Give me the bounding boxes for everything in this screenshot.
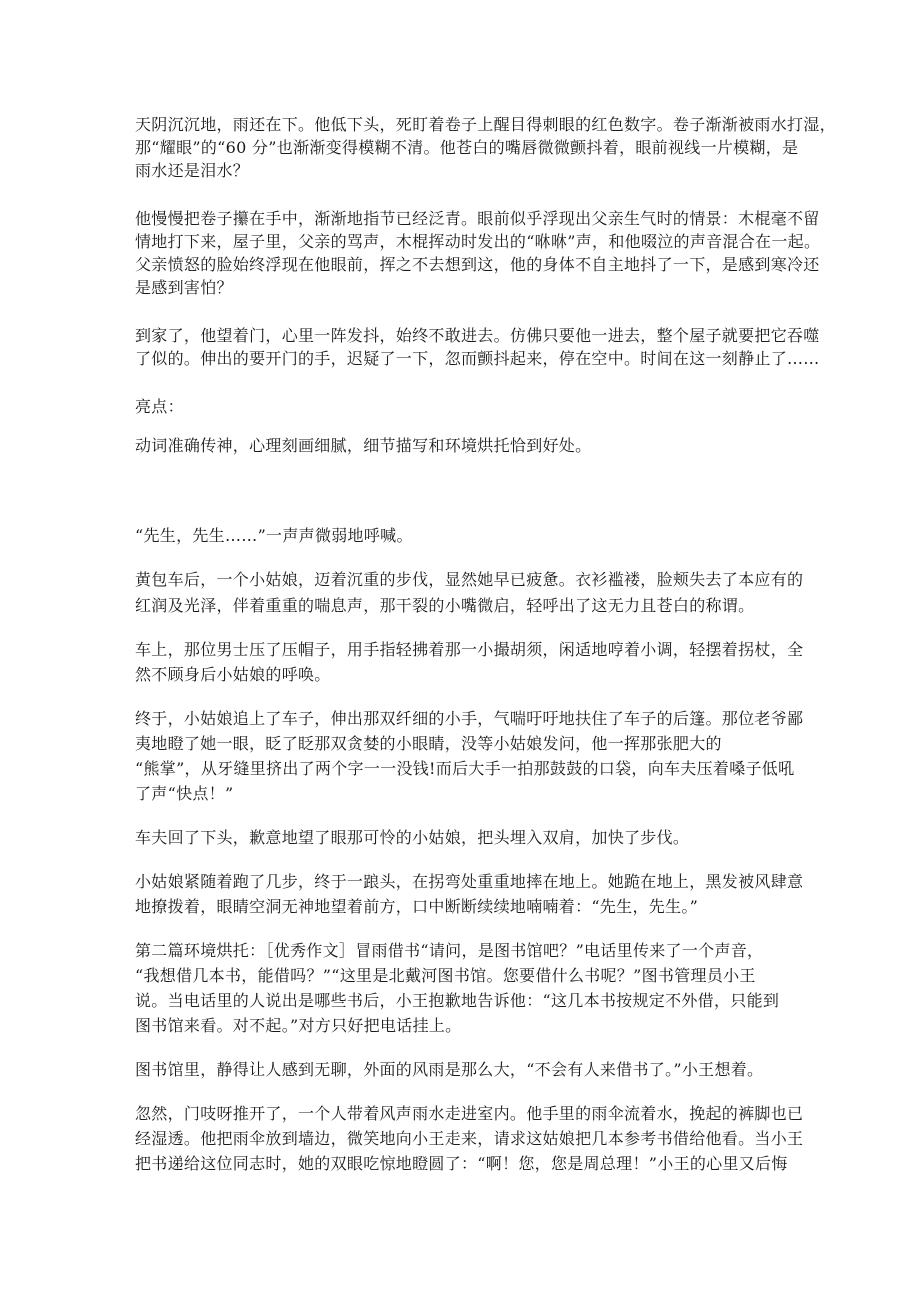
text-line: 父亲愤怒的脸始终浮现在他眼前，挥之不去想到这，他的身体不自主地抖了一下，是感到寒冷还: [135, 255, 820, 274]
text-line: 车上，那位男士压了压帽子，用手指轻拂着那一小撮胡须，闲适地哼着小调，轻摆着拐杖，全: [135, 640, 804, 659]
text-line: 他慢慢把卷子攥在手中，渐渐地指节已经泛青。眼前似乎浮现出父亲生气时的情景：木棍毫不留: [135, 209, 820, 228]
text-line: 了声“快点！”: [135, 784, 234, 803]
text-line: 黄包车后，一个小姑娘，迈着沉重的步伐，显然她早已疲惫。衣衫褴褛，脸颊失去了本应有的: [135, 570, 804, 589]
text-line: 情地打下来，屋子里，父亲的骂声，木棍挥动时发出的“咻咻”声，和他啜泣的声音混合在一起。: [135, 232, 821, 251]
text-line: 把书递给这位同志时，她的双眼吃惊地瞪圆了：“啊！您，您是周总理！”小王的心里又后悔: [135, 1154, 788, 1173]
text-line: 地撩拨着，眼睛空洞无神地望着前方，口中断断续续地喃喃着：“先生，先生。”: [135, 897, 699, 916]
text-line: 雨水还是泪水？: [135, 161, 250, 180]
text-line: 是感到害怕？: [135, 278, 233, 297]
text-line: 忽然，门吱呀推开了，一个人带着风声雨水走进室内。他手里的雨伞流着水，挽起的裤脚也已: [135, 1104, 804, 1123]
text-line: 车夫回了下头，歉意地望了眼那可怜的小姑娘，把头埋入双肩，加快了步伐。: [135, 828, 690, 847]
text-line: 图书馆来看。对不起。”对方只好把电话挂上。: [135, 1016, 462, 1035]
highlight-heading: 亮点：: [135, 397, 184, 416]
text-line: 图书馆里，静得让人感到无聊，外面的风雨是那么大，“不会有人来借书了。”小王想着。: [135, 1060, 764, 1079]
text-line: 那“耀眼”的“60 分”也渐渐变得模糊不清。他苍白的嘴唇微微颤抖着，眼前视线一片模糊，是: [135, 138, 799, 157]
text-line: 说。当电话里的人说出是哪些书后，小王抱歉地告诉他：“这几本书按规定不外借，只能到: [135, 991, 780, 1010]
text-line: 终于，小姑娘追上了车子，伸出那双纤细的小手，气喘吁吁地扶住了车子的后篷。那位老爷鄙: [135, 709, 804, 728]
text-line: 了似的。伸出的要开门的手，迟疑了一下，忽而颤抖起来，停在空中。时间在这一刻静止了……: [135, 349, 820, 368]
text-line: 到家了，他望着门，心里一阵发抖，始终不敢进去。仿佛只要他一进去，整个屋子就要把它吞噬: [135, 326, 820, 345]
text-line: 红润及光泽，伴着重重的喘息声，那干裂的小嘴微启，轻呼出了这无力且苍白的称谓。: [135, 596, 755, 615]
text-line: 夷地瞪了她一眼，眨了眨那双贪婪的小眼睛，没等小姑娘发问，他一挥那张肥大的: [135, 734, 722, 753]
text-line: 小姑娘紧随着跑了几步，终于一踉头，在拐弯处重重地摔在地上。她跪在地上，黑发被风肆意: [135, 872, 804, 891]
text-line: 然不顾身后小姑娘的呼唤。: [135, 665, 331, 684]
text-line: 第二篇环境烘托：［优秀作文］冒雨借书“请问，是图书馆吧？”电话里传来了一个声音，: [135, 941, 764, 960]
text-line: “我想借几本书，能借吗？”“这里是北戴河图书馆。您要借什么书呢？”图书管理员小王: [135, 966, 756, 985]
text-line: 天阴沉沉地，雨还在下。他低下头，死盯着卷子上醒目得刺眼的红色数字。卷子渐渐被雨水打湿，: [135, 115, 836, 134]
text-line: 动词准确传神，心理刻画细腻，细节描写和环境烘托恰到好处。: [135, 436, 592, 455]
text-line: 经湿透。他把雨伞放到墙边，微笑地向小王走来，请求这姑娘把几本参考书借给他看。当小王: [135, 1129, 804, 1148]
text-line: “先生，先生……”一声声微弱地呼喊。: [135, 526, 413, 545]
text-line: “熊掌”，从牙缝里挤出了两个字一一没钱!而后大手一拍那鼓鼓的口袋，向车夫压着嗓子低吼: [135, 759, 795, 778]
